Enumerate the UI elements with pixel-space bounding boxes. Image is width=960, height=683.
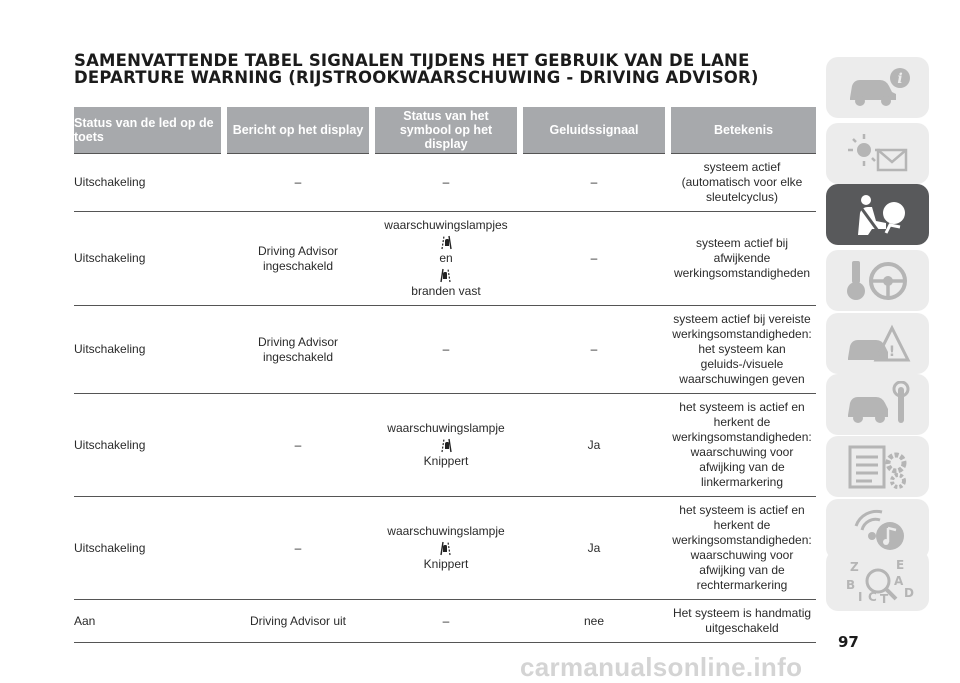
watermark: carmanualsonline.info (520, 652, 803, 682)
car-breakdown-icon (842, 320, 914, 368)
index-letter: B (845, 577, 855, 592)
specifications-icon (842, 443, 914, 491)
lane-departure-left-icon (439, 234, 453, 250)
table-row (74, 154, 816, 212)
column-header-led-status: Status van de led op de toets (74, 107, 224, 154)
sound-signal-cell: Ja (520, 394, 668, 497)
sound-signal-cell: – (520, 306, 668, 394)
column-header-meaning: Betekenis (668, 107, 816, 154)
index-letter: T (879, 591, 888, 605)
display-message-cell: – (224, 497, 372, 600)
display-message-cell: Driving Advisor ingeschakeld (224, 212, 372, 306)
index-letter: D (903, 585, 914, 600)
symbol-caption: waarschuwingslampjes (384, 218, 508, 232)
symbol-caption: Knippert (423, 454, 469, 468)
seatbelt-airbag-icon (842, 191, 914, 239)
symbol-status-cell: – (372, 154, 520, 212)
symbol-caption: waarschuwingslampje (387, 524, 505, 538)
led-status-cell: Uitschakeling (74, 497, 224, 600)
led-status-cell: Uitschakeling (74, 212, 224, 306)
key-steering-wheel-icon (842, 257, 914, 305)
tab-maintenance[interactable] (826, 374, 929, 435)
sound-signal-cell: Ja (520, 497, 668, 600)
car-maintenance-icon (842, 381, 914, 429)
svg-text:i: i (896, 70, 903, 87)
page-number: 97 (838, 633, 859, 651)
led-status-cell: Uitschakeling (74, 394, 224, 497)
led-status-cell: Uitschakeling (74, 306, 224, 394)
table-row (74, 394, 816, 497)
column-header-sound-signal: Geluidssignaal (520, 107, 668, 154)
symbol-caption: waarschuwingslampje (387, 421, 505, 435)
signal-summary-table (74, 107, 816, 643)
table-header-row (74, 107, 816, 154)
led-status-cell: Aan (74, 600, 224, 643)
sound-signal-cell: – (520, 154, 668, 212)
page-title: SAMENVATTENDE TABEL SIGNALEN TIJDENS HET GEBRUIK VAN DE LANE DEPARTURE WARNING (RIJSTROOKWAARSCHUWING - DRIVING ADVISOR) (74, 51, 759, 87)
lane-departure-left-icon (439, 437, 453, 453)
tab-seatbelt-airbag[interactable] (826, 184, 929, 245)
symbol-status-cell: – (372, 600, 520, 643)
table-row (74, 497, 816, 600)
car-info-icon (842, 64, 914, 112)
meaning-cell: systeem actief bij vereiste werkingsomstandigheden: het systeem kan geluids-/visuele waarschuwingen geven (668, 306, 816, 394)
tab-index[interactable] (826, 550, 929, 611)
table-row (74, 212, 816, 306)
sound-signal-cell: nee (520, 600, 668, 643)
index-letter: Z (849, 559, 859, 574)
display-message-cell: Driving Advisor ingeschakeld (224, 306, 372, 394)
column-header-symbol-status: Status van het symbool op het display (372, 107, 520, 154)
index-letter: I (857, 589, 862, 604)
display-message-cell: – (224, 154, 372, 212)
sound-signal-cell: – (520, 212, 668, 306)
symbol-status-cell (372, 394, 520, 497)
symbol-status-cell: – (372, 306, 520, 394)
svg-text:!: ! (888, 343, 895, 360)
multimedia-icon (842, 506, 914, 554)
lane-departure-right-icon (439, 540, 453, 556)
index-letter: E (895, 557, 904, 572)
symbol-status-cell (372, 212, 520, 306)
meaning-cell: het systeem is actief en herkent de werkingsomstandigheden: waarschuwing voor afwijking van de linkermarkering (668, 394, 816, 497)
symbol-caption: Knippert (423, 557, 469, 571)
display-message-cell: Driving Advisor uit (224, 600, 372, 643)
meaning-cell: systeem actief (automatisch voor elke sleutelcyclus) (668, 154, 816, 212)
index-letter: C (867, 589, 877, 604)
meaning-cell: systeem actief bij afwijkende werkingsomstandigheden (668, 212, 816, 306)
meaning-cell: het systeem is actief en herkent de werkingsomstandigheden: waarschuwing voor afwijking van de rechtermarkering (668, 497, 816, 600)
tab-warning-lights[interactable] (826, 123, 929, 184)
symbol-conjunction: en (439, 251, 453, 265)
lane-departure-right-icon (439, 267, 453, 283)
led-status-cell: Uitschakeling (74, 154, 224, 212)
index-letter: A (893, 573, 903, 588)
tab-car-info[interactable] (826, 57, 929, 118)
meaning-cell: Het systeem is handmatig uitgeschakeld (668, 600, 816, 643)
index-icon (842, 557, 914, 605)
tab-breakdown[interactable] (826, 313, 929, 374)
column-header-display-message: Bericht op het display (224, 107, 372, 154)
warning-lights-icon (842, 130, 914, 178)
tab-key-steering[interactable] (826, 250, 929, 311)
table-row (74, 600, 816, 643)
symbol-status-cell (372, 497, 520, 600)
symbol-caption: branden vast (411, 284, 481, 298)
display-message-cell: – (224, 394, 372, 497)
table-row (74, 306, 816, 394)
tab-specifications[interactable] (826, 436, 929, 497)
